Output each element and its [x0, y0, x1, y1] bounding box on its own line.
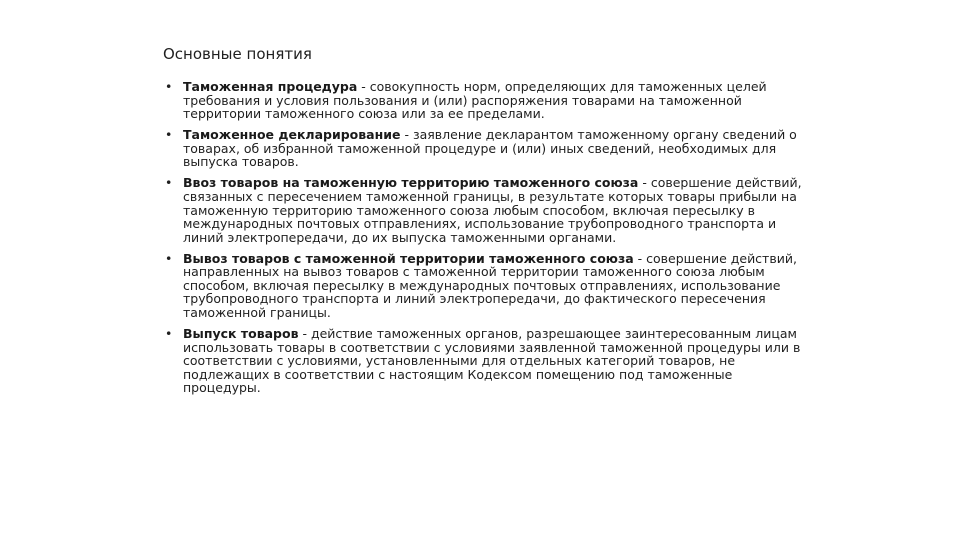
list-item [163, 80, 803, 121]
list-item [163, 327, 803, 395]
term: Таможенное декларирование [183, 127, 401, 143]
slide-title: Основные понятия [163, 45, 312, 63]
list-item [163, 176, 803, 244]
list-item [163, 128, 803, 169]
bullet-icon: • [165, 250, 173, 266]
definition: - совершение действий, связанных с пересечением таможенной границы, в результате которых товары прибыли на таможенную территорию таможенного союза любым способом, включая пересылку в международных почтовых отправлениях, использование трубопроводного транспорта и линий электропередачи, до их выпуска таможенными органами. [183, 175, 802, 245]
bullet-icon: • [165, 127, 173, 143]
definitions-list [163, 80, 803, 402]
term: Ввоз товаров на таможенную территорию таможенного союза [183, 175, 639, 191]
term: Выпуск товаров [183, 326, 299, 342]
bullet-icon: • [165, 326, 173, 342]
bullet-icon: • [165, 79, 173, 94]
term: Таможенная процедура [183, 79, 358, 94]
definition: - совокупность норм, определяющих для таможенных целей требования и условия пользования и (или) распоряжения товарами на таможенной территории таможенного союза или за ее пределами. [183, 79, 767, 122]
list-item [163, 252, 803, 320]
term: Вывоз товаров с таможенной территории таможенного союза [183, 250, 634, 266]
definition: - заявление декларантом таможенному органу сведений о товарах, об избранной таможенной процедуре и (или) иных сведений, необходимых для выпуска товаров. [183, 127, 797, 170]
definition: - совершение действий, направленных на вывоз товаров с таможенной территории таможенного союза любым способом, включая пересылку в международных почтовых отправлениях, использование трубопроводного транспорта и линий электропередачи, до фактического пересечения таможенной границы. [183, 250, 797, 321]
definition: - действие таможенных органов, разрешающее заинтересованным лицам использовать товары в соответствии с условиями заявленной таможенной процедуры или в соответствии с условиями, установленными для отдельных категорий товаров, не подлежащих в соответствии с настоящим Кодексом помещению под таможенные процедуры. [183, 326, 801, 396]
bullet-icon: • [165, 175, 173, 191]
